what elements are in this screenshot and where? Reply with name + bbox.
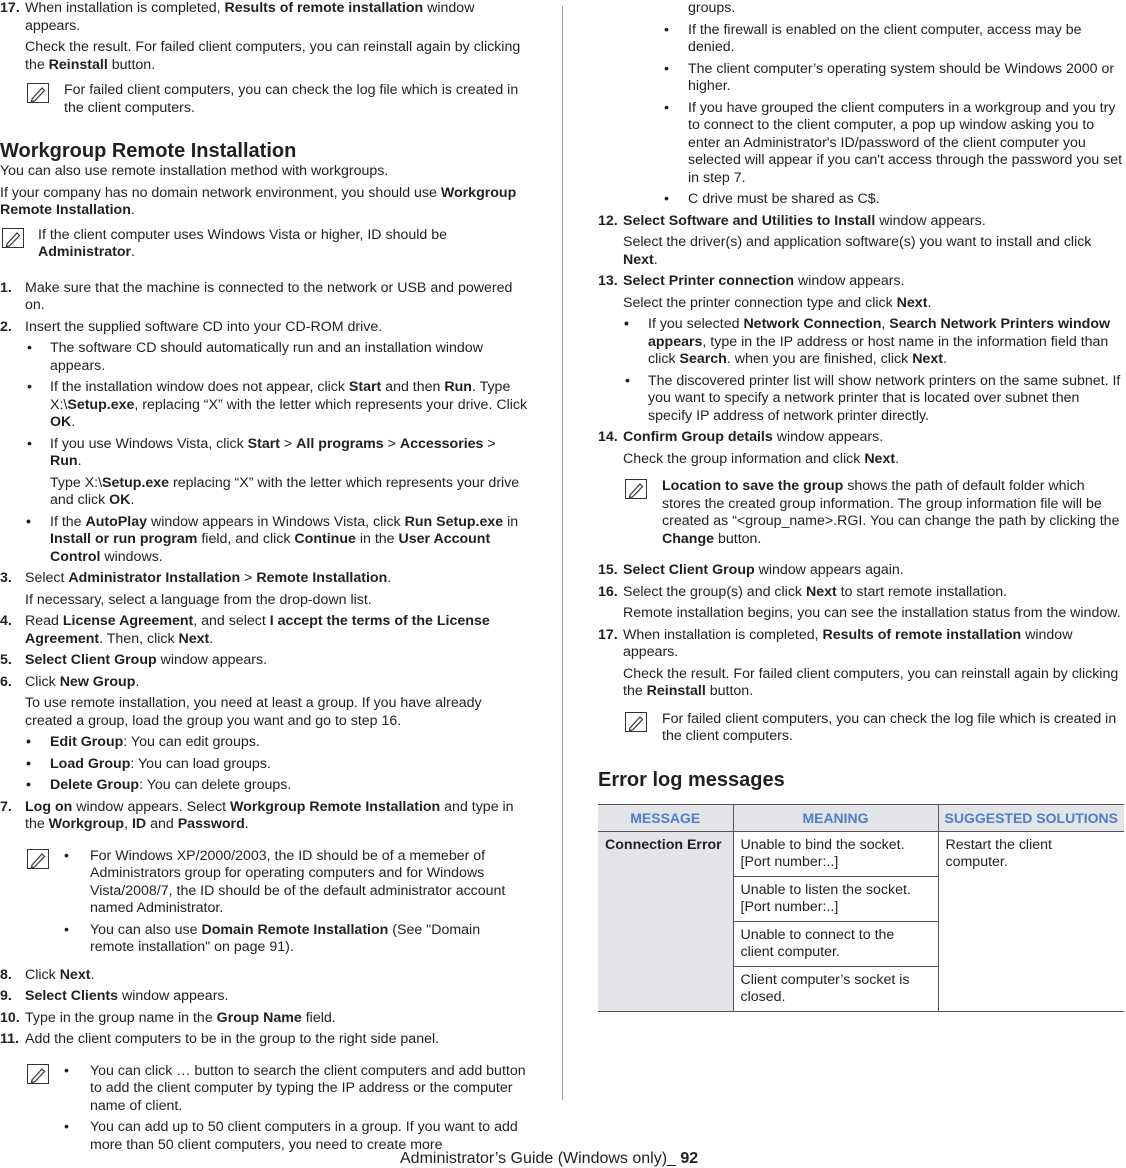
step-5: 5. Select Client Group window appears. bbox=[0, 652, 268, 668]
note-bullet: • For Windows XP/2000/2003, the ID should be of a memeber of Administrators group for operating computers and for Windows Vista/2008/7, the ID should be of the default administrator account named Administrator. bbox=[64, 847, 506, 916]
step-12: 12. Select Software and Utilities to Install window appears. bbox=[598, 212, 986, 229]
step-17-detail: Check the result. For failed client computers, you can reinstall again by clicking the Reinstall button. bbox=[25, 39, 521, 73]
step-2: 2. Insert the supplied software CD into your CD-ROM drive. bbox=[0, 318, 383, 335]
step-15: 15. Select Client Group window appears again. bbox=[598, 562, 904, 578]
header-message: MESSAGE bbox=[598, 804, 733, 831]
note-pencil-icon bbox=[2, 228, 24, 248]
bullet-item: • If the AutoPlay window appears in Windows Vista, click Run Setup.exe in Install or run program field, and click Continue in the User Account Control windows. bbox=[26, 513, 519, 565]
step-9: 9. Select Clients window appears. bbox=[0, 988, 229, 1004]
note-block bbox=[0, 82, 528, 117]
intro-text: You can also use remote installation method with workgroups. bbox=[0, 163, 389, 179]
note-bullet: • You can also use Domain Remote Installation (See "Domain remote installation" on page 91). bbox=[64, 921, 481, 955]
meaning-cell: Unable to connect to the client computer. bbox=[733, 921, 938, 966]
note-block bbox=[598, 478, 1126, 548]
bullet-item: • If you use Windows Vista, click Start > All programs > Accessories > Run. bbox=[27, 435, 496, 469]
step-8: 8. Click Next. bbox=[0, 966, 95, 983]
step-14: 14. Confirm Group details window appears. bbox=[598, 429, 884, 445]
step-14-detail: Check the group information and click Next. bbox=[623, 450, 900, 467]
note-bullet: • If the firewall is enabled on the client computer, access may be denied. bbox=[664, 21, 1082, 55]
step-10: 10. Type in the group name in the Group Name field. bbox=[0, 1009, 336, 1026]
bullet-item: • Load Group: You can load groups. bbox=[26, 755, 271, 772]
note-block bbox=[0, 227, 528, 262]
note-pencil-icon bbox=[625, 712, 647, 732]
header-solutions: SUGGESTED SOLUTIONS bbox=[938, 804, 1124, 831]
step-12-detail: Select the driver(s) and application software(s) you want to install and click Next. bbox=[623, 234, 1092, 268]
note-text: If the client computer uses Windows Vista or higher, ID should be Administrator. bbox=[38, 226, 448, 260]
step-16-detail: Remote installation begins, you can see the installation status from the window. bbox=[623, 605, 1121, 621]
step-4: 4. Read License Agreement, and select I accept the terms of the License Agreement. Then, click Next. bbox=[0, 613, 490, 647]
bullet-item: • Edit Group: You can edit groups. bbox=[26, 734, 260, 750]
step-11: 11. Add the client computers to be in the group to the right side panel. bbox=[0, 1031, 440, 1047]
note-pencil-icon bbox=[27, 1064, 49, 1084]
intro-text: If your company has no domain network environment, you should use Workgroup Remote Installation. bbox=[0, 184, 517, 218]
meaning-cell: Client computer’s socket is closed. bbox=[733, 966, 938, 1011]
note-block bbox=[0, 1063, 528, 1155]
step-13: 13. Select Printer connection window appears. bbox=[598, 273, 905, 289]
step-3: 3. Select Administrator Installation > Remote Installation. bbox=[0, 570, 392, 586]
step-17: 17. When installation is completed, Results of remote installation window appears. bbox=[0, 0, 475, 34]
note-bullet: • You can add up to 50 client computers in a group. If you want to add more than 50 client computers, you need to create more bbox=[64, 1119, 518, 1153]
bullet-item: • Delete Group: You can delete groups. bbox=[26, 777, 292, 793]
note-text: For failed client computers, you can check the log file which is created in the client computers. bbox=[64, 82, 519, 116]
step-17-detail: Check the result. For failed client computers, you can reinstall again by clicking the Reinstall button. bbox=[623, 665, 1119, 699]
section-heading: Error log messages bbox=[598, 768, 785, 791]
note-pencil-icon bbox=[27, 83, 49, 103]
column-divider bbox=[562, 6, 563, 1100]
note-pencil-icon bbox=[27, 849, 49, 869]
table-row bbox=[598, 831, 1124, 876]
left-column bbox=[0, 0, 528, 1158]
solution-cell: Restart the client computer. bbox=[938, 831, 1124, 1011]
note-block bbox=[0, 848, 528, 957]
note-text: For failed client computers, you can check the log file which is created in the client computers. bbox=[662, 710, 1117, 744]
step-16: 16. Select the group(s) and click Next to start remote installation. bbox=[598, 583, 1008, 600]
header-meaning: MEANING bbox=[733, 804, 938, 831]
note-bullet: • C drive must be shared as C$. bbox=[664, 191, 880, 207]
note-bullet: • You can click … button to search the client computers and add button to add the client computer by typing the IP address or the computer name of client. bbox=[64, 1062, 526, 1114]
step-6: 6. Click New Group. bbox=[0, 673, 140, 690]
error-log-table bbox=[598, 804, 1124, 1012]
meaning-cell: Unable to bind the socket. [Port number:..] bbox=[733, 831, 938, 876]
step-3-detail: If necessary, select a language from the drop-down list. bbox=[25, 591, 372, 608]
right-column bbox=[598, 0, 1126, 1012]
page-footer: Administrator’s Guide (Windows only)_ 92 bbox=[400, 1150, 699, 1167]
note-bullet: • The client computer’s operating system should be Windows 2000 or higher. bbox=[664, 60, 1115, 94]
step-1: 1. Make sure that the machine is connected to the network or USB and powered on. bbox=[0, 279, 513, 313]
bullet-item: • The discovered printer list will show network printers on the same subnet. If you want to specify a network printer that is located over subnet then specify IP address of network printer directly. bbox=[625, 372, 1121, 424]
step-6-detail: To use remote installation, you need at least a group. If you have already created a group, load the group you want and go to step 16. bbox=[25, 695, 482, 729]
step-7: 7. Log on window appears. Select Workgroup Remote Installation and type in the Workgroup, ID and Password. bbox=[0, 798, 514, 832]
step-13-detail: Select the printer connection type and click Next. bbox=[623, 294, 932, 311]
bullet-item: • The software CD should automatically run and an installation window appears. bbox=[27, 340, 483, 374]
note-text: Location to save the group shows the path of default folder which stores the created group information. The group information file will be created as “<group_name>.RGI. You can change the path by clicking the Change button. bbox=[662, 478, 1120, 547]
section-heading: Workgroup Remote Installation bbox=[0, 140, 297, 162]
bullet-item: • If you selected Network Connection, Search Network Printers window appears, type in the IP address or host name in the information field than click Search. when you are finished, click Next. bbox=[624, 316, 1111, 367]
bullet-item: • If the installation window does not appear, click Start and then Run. Type X:\Setup.exe, replacing “X” with the letter which represents your drive. Click OK. bbox=[27, 379, 528, 430]
message-cell: Connection Error bbox=[598, 831, 733, 1011]
note-bullet: • If you have grouped the client computers in a workgroup and you try to connect to the client computer, a pop up window asking you to enter an Administrator's ID/password of the client computer you selected will appear if you can't access through the password you set in step 7. bbox=[664, 99, 1123, 186]
table-header-row bbox=[598, 804, 1124, 831]
bullet-detail: Type X:\Setup.exe replacing “X” with the letter which represents your drive and click OK. bbox=[50, 474, 520, 508]
note-pencil-icon bbox=[625, 479, 647, 499]
step-17: 17. When installation is completed, Results of remote installation window appears. bbox=[598, 626, 1073, 660]
note-block bbox=[598, 711, 1126, 746]
note-continuation: groups. bbox=[688, 0, 736, 16]
meaning-cell: Unable to listen the socket. [Port number:..] bbox=[733, 876, 938, 921]
